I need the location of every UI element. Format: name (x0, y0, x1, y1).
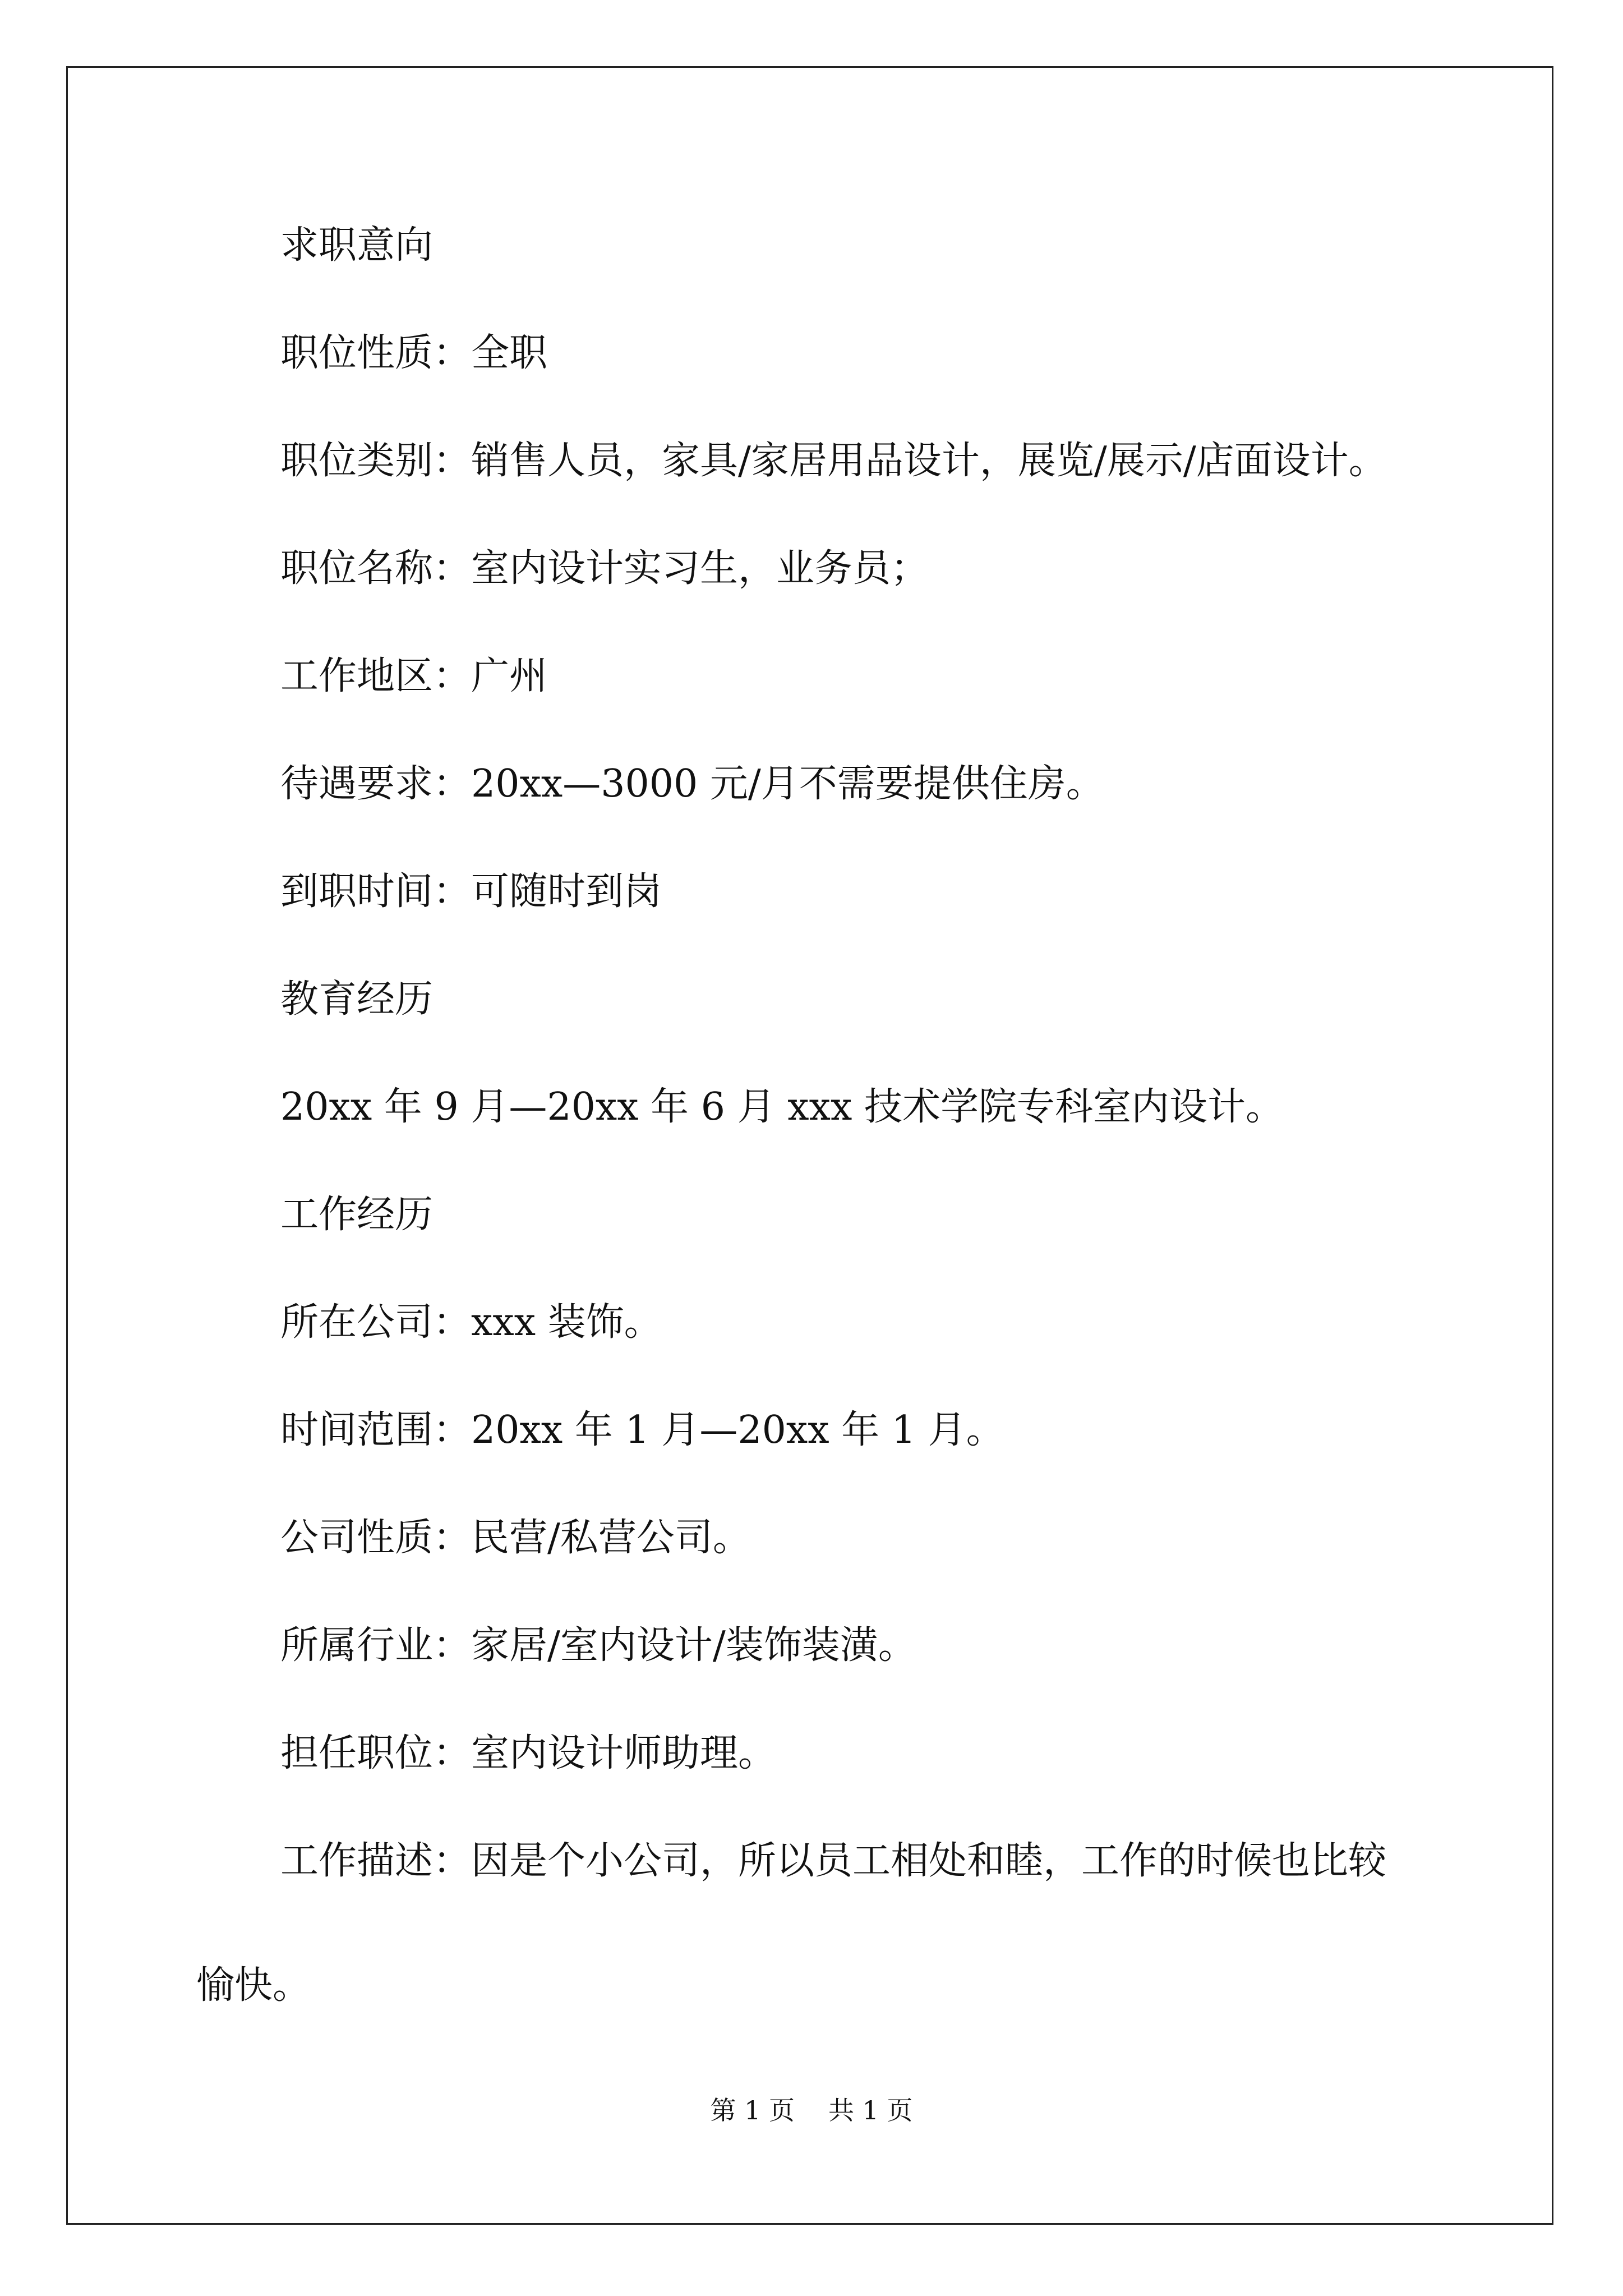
paragraph-time-range: 时间范围：20xx 年 1 月—20xx 年 1 月。 (280, 1408, 1004, 1452)
paragraph-company-type: 公司性质：民营/私营公司。 (280, 1516, 751, 1560)
paragraph-salary: 待遇要求：20xx—3000 元/月不需要提供住房。 (280, 762, 1104, 806)
heading-work-experience: 工作经历 (280, 1193, 434, 1237)
paragraph-job-nature: 职位性质：全职 (280, 331, 548, 375)
paragraph-education-entry: 20xx 年 9 月—20xx 年 6 月 xxx 技术学院专科室内设计。 (280, 1085, 1284, 1129)
paragraph-position: 担任职位：室内设计师助理。 (280, 1731, 777, 1775)
paragraph-work-location: 工作地区：广州 (280, 654, 548, 698)
paragraph-job-title: 职位名称：室内设计实习生，业务员； (280, 546, 929, 591)
heading-education: 教育经历 (280, 977, 434, 1022)
page-total: 共 1 页 (828, 2095, 913, 2125)
paragraph-company: 所在公司：xxx 装饰。 (280, 1300, 662, 1345)
paragraph-job-category: 职位类别：销售人员，家具/家居用品设计，展览/展示/店面设计。 (280, 439, 1387, 483)
paragraph-start-date: 到职时间：可随时到岗 (280, 869, 662, 914)
page-footer (0, 2093, 1623, 2127)
paragraph-work-description: 工作描述：因是个小公司，所以员工相处和睦，工作的时候也比较愉快。 (196, 1839, 1387, 2008)
page-number: 第 1 页 (710, 2095, 795, 2125)
paragraph-industry: 所属行业：家居/室内设计/装饰装潢。 (280, 1623, 916, 1668)
document-body (196, 219, 1413, 2102)
heading-job-intention: 求职意向 (280, 223, 434, 268)
